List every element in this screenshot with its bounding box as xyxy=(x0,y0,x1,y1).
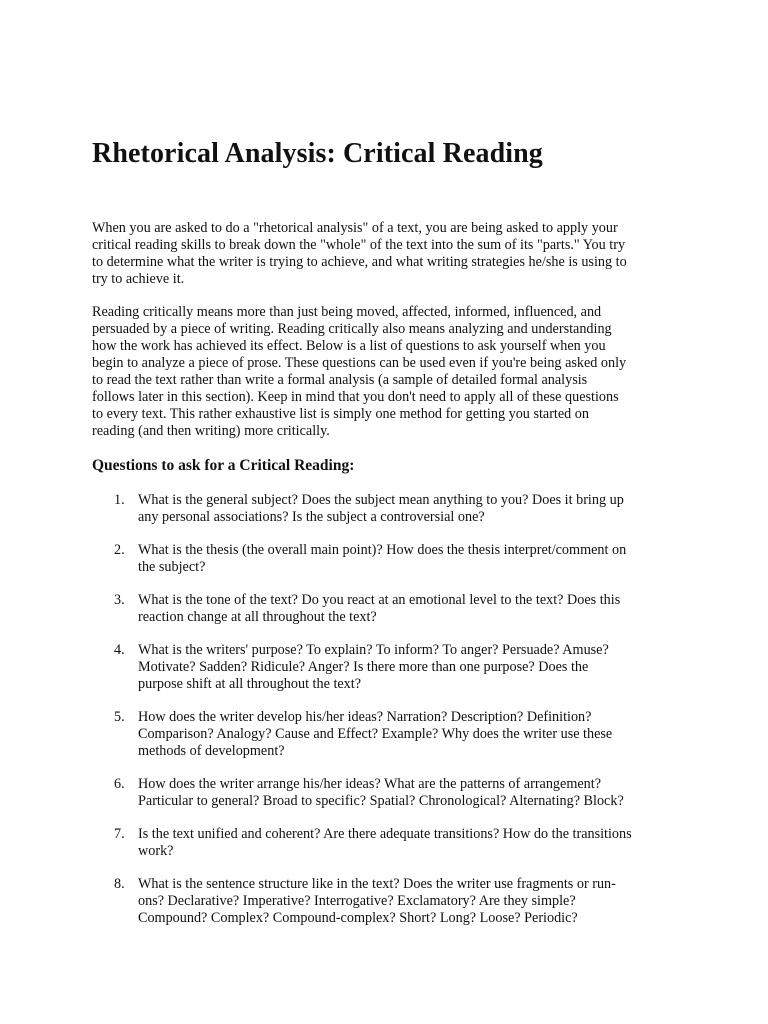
question-number: 4. xyxy=(114,642,125,658)
paragraph-line: begin to analyze a piece of prose. These questions can be used even if you're being asked only xyxy=(92,355,627,371)
question-line: What is the thesis (the overall main point)? How does the thesis interpret/comment on xyxy=(138,542,627,558)
question-line: Comparison? Analogy? Cause and Effect? Example? Why does the writer use these xyxy=(138,726,613,742)
critical-reading-paragraph xyxy=(92,304,692,440)
question-line: Compound? Complex? Compound-complex? Short? Long? Loose? Periodic? xyxy=(138,910,578,926)
question-line: What is the writers' purpose? To explain? To inform? To anger? Persuade? Amuse? xyxy=(138,642,609,658)
paragraph-line: how the work has achieved its effect. Below is a list of questions to ask yourself when you xyxy=(92,338,606,354)
question-line: purpose shift at all throughout the text? xyxy=(138,676,362,692)
question-item xyxy=(92,826,692,860)
paragraph-line: persuaded by a piece of writing. Reading critically also means analyzing and understanding xyxy=(92,321,612,337)
question-line: Motivate? Sadden? Ridicule? Anger? Is there more than one purpose? Does the xyxy=(138,659,589,675)
question-number: 1. xyxy=(114,492,125,508)
paragraph-line: reading (and then writing) more critically. xyxy=(92,423,330,439)
question-number: 3. xyxy=(114,592,125,608)
question-line: methods of development? xyxy=(138,743,285,759)
question-item xyxy=(92,876,692,927)
question-line: any personal associations? Is the subject a controversial one? xyxy=(138,509,485,525)
paragraph-line: follows later in this section). Keep in mind that you don't need to apply all of these questions xyxy=(92,389,619,405)
intro-paragraph xyxy=(92,220,692,288)
question-number: 5. xyxy=(114,709,125,725)
question-line: What is the sentence structure like in the text? Does the writer use fragments or run- xyxy=(138,876,616,892)
question-line: the subject? xyxy=(138,559,206,575)
question-item xyxy=(92,709,692,760)
questions-list xyxy=(92,492,692,943)
question-item xyxy=(92,492,692,526)
paragraph-line: When you are asked to do a "rhetorical analysis" of a text, you are being asked to apply your xyxy=(92,220,618,236)
paragraph-line: critical reading skills to break down the "whole" of the text into the sum of its "parts." You try xyxy=(92,237,626,253)
question-item xyxy=(92,642,692,693)
question-item xyxy=(92,542,692,576)
question-line: work? xyxy=(138,843,174,859)
question-line: What is the general subject? Does the subject mean anything to you? Does it bring up xyxy=(138,492,624,508)
question-number: 6. xyxy=(114,776,125,792)
paragraph-line: to read the text rather than write a formal analysis (a sample of detailed formal analysis xyxy=(92,372,588,388)
paragraph-line: Reading critically means more than just being moved, affected, informed, influenced, and xyxy=(92,304,602,320)
question-line: reaction change at all throughout the text? xyxy=(138,609,377,625)
question-number: 2. xyxy=(114,542,125,558)
question-line: How does the writer develop his/her ideas? Narration? Description? Definition? xyxy=(138,709,592,725)
document-title: Rhetorical Analysis: Critical Reading xyxy=(92,138,543,169)
question-line: How does the writer arrange his/her ideas? What are the patterns of arrangement? xyxy=(138,776,601,792)
question-line: What is the tone of the text? Do you react at an emotional level to the text? Does this xyxy=(138,592,621,608)
question-line: ons? Declarative? Imperative? Interrogative? Exclamatory? Are they simple? xyxy=(138,893,576,909)
paragraph-line: to determine what the writer is trying to achieve, and what writing strategies he/she is using to xyxy=(92,254,627,270)
paragraph-line: try to achieve it. xyxy=(92,271,185,287)
question-line: Particular to general? Broad to specific? Spatial? Chronological? Alternating? Block? xyxy=(138,793,624,809)
question-line: Is the text unified and coherent? Are there adequate transitions? How do the transitions xyxy=(138,826,632,842)
question-number: 8. xyxy=(114,876,125,892)
questions-heading: Questions to ask for a Critical Reading: xyxy=(92,457,355,474)
question-item xyxy=(92,592,692,626)
question-item xyxy=(92,776,692,810)
paragraph-line: to every text. This rather exhaustive list is simply one method for getting you started on xyxy=(92,406,589,422)
question-number: 7. xyxy=(114,826,125,842)
